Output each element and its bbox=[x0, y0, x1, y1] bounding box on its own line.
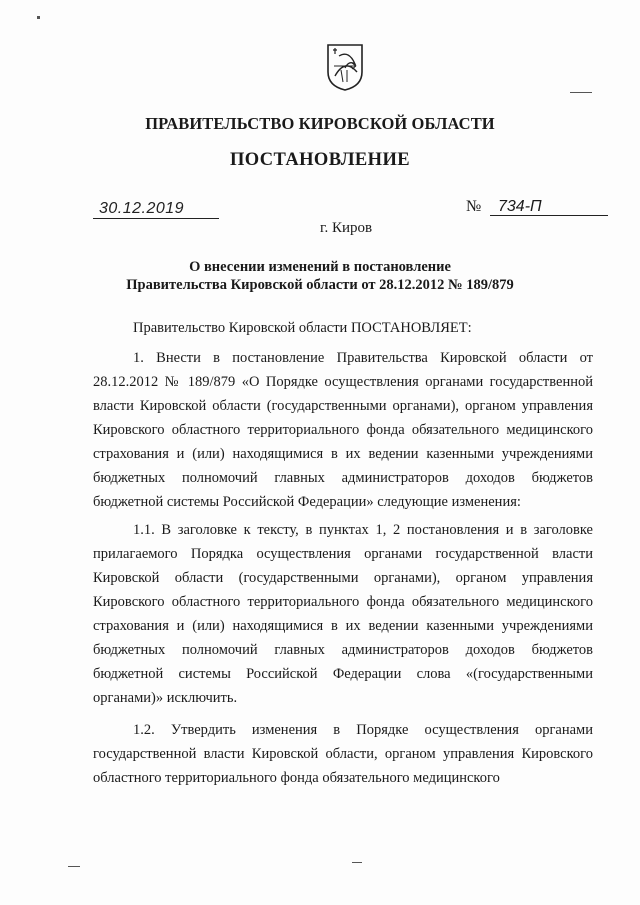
scan-artifact bbox=[352, 862, 362, 863]
scan-artifact bbox=[570, 92, 592, 93]
kirov-coat-of-arms-icon bbox=[325, 42, 365, 92]
document-subject bbox=[0, 258, 640, 294]
number-sign: № bbox=[466, 198, 482, 215]
paragraph-1-1: 1.1. В заголовке к тексту, в пунктах 1, 2 постановления и в заголовке прилагаемого Порядка осуществления органами государственной власти Кировской области (государственными органами), органом управления Кировского областного территориального фонда обязательного медицинского страхования и (или) находящимися в их ведении казенными учреждениями бюджетных полномочий главных администраторов доходов бюджетов бюджетной системы Российской Федерации слова «(государственными органами)» исключить. bbox=[93, 522, 593, 706]
scan-artifact bbox=[37, 16, 40, 19]
paragraph-1-2: 1.2. Утвердить изменения в Порядке осуществления органами государственной власти Кировской области, органом управления Кировского областного территориального фонда обязательного медицинского bbox=[93, 722, 593, 786]
document-type-title: ПОСТАНОВЛЕНИЕ bbox=[229, 150, 410, 170]
organization-title: ПРАВИТЕЛЬСТВО КИРОВСКОЙ ОБЛАСТИ bbox=[145, 114, 495, 133]
resolution-intro: Правительство Кировской области ПОСТАНОВЛЯЕТ: bbox=[133, 320, 472, 336]
document-body bbox=[93, 316, 593, 790]
document-number: 734-П bbox=[490, 198, 608, 216]
city-label: г. Киров bbox=[320, 220, 373, 236]
scan-artifact bbox=[68, 866, 80, 867]
subject-line-2: Правительства Кировской области от 28.12.2012 № 189/879 bbox=[126, 277, 514, 293]
paragraph-1: 1. Внести в постановление Правительства Кировской области от 28.12.2012 № 189/879 «О Порядке осуществления органами государственной власти Кировской области (государственными органами), органом управления Кировского областного территориального фонда обязательного медицинского страхования и (или) находящимися в их ведении казенными учреждениями бюджетных полномочий главных администраторов доходов бюджетов бюджетной системы Российской Федерации» следующие изменения: bbox=[93, 350, 593, 510]
subject-line-1: О внесении изменений в постановление bbox=[189, 259, 451, 275]
document-number-block bbox=[466, 198, 608, 218]
document-date: 30.12.2019 bbox=[93, 200, 219, 219]
